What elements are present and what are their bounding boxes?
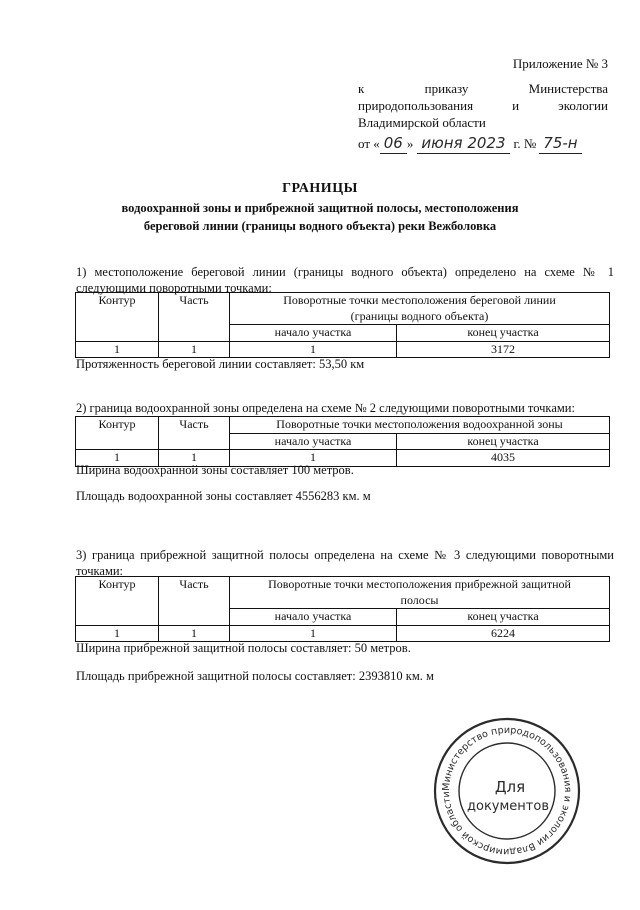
- section2-col-start: начало участка: [230, 433, 397, 450]
- section2-area-note: Площадь водоохранной зоны составляет 4556283 км. м: [76, 489, 371, 503]
- date-day-handwritten: 06: [380, 134, 407, 155]
- section1-col-contour: Контур: [76, 293, 159, 342]
- section1-col-points: Поворотные точки местоположения береговой линии (границы водного объекта): [230, 293, 610, 325]
- cell-part: 1: [159, 450, 230, 467]
- section2-col-points: Поворотные точки местоположения водоохранной зоны: [230, 417, 610, 434]
- annex-region: Владимирской области: [358, 114, 486, 130]
- section3-width-note: Ширина прибрежной защитной полосы составляет: 50 метров.: [76, 641, 411, 655]
- cell-contour: 1: [76, 625, 159, 642]
- section3-area-note: Площадь прибрежной защитной полосы составляет: 2393810 км. м: [76, 669, 434, 683]
- section3-col-end: конец участка: [397, 609, 610, 626]
- order-word: приказу: [424, 80, 469, 96]
- date-year-suffix: г. №: [513, 135, 537, 151]
- section3-col-start: начало участка: [230, 609, 397, 626]
- cell-contour: 1: [76, 450, 159, 467]
- stamp-center-line-1: Для: [494, 778, 526, 796]
- cell-start: 1: [230, 341, 397, 358]
- title-sub-2: береговой линии (границы водного объекта) реки Вежболовка: [143, 219, 497, 234]
- section2-width-note: Ширина водоохранной зоны составляет 100 метров.: [76, 463, 354, 477]
- cell-contour: 1: [76, 341, 159, 358]
- section1-col-start: начало участка: [230, 325, 397, 342]
- cell-end: 6224: [397, 625, 610, 642]
- section2-table: [75, 416, 610, 467]
- section1-length-note: Протяженность береговой линии составляет: 53,50 км: [76, 357, 365, 371]
- section2-text: 2) граница водоохранной зоны определена на схеме № 2 следующими поворотными точками:: [76, 401, 575, 415]
- ministry-part-c: экологии: [558, 97, 608, 113]
- ministry-part-b: и: [512, 97, 520, 113]
- section3-col-part: Часть: [159, 577, 230, 626]
- annex-number: Приложение № 3: [512, 56, 608, 71]
- round-stamp: [432, 716, 582, 866]
- ministry-part-a: природопользования: [358, 97, 474, 113]
- section3-col-contour: Контур: [76, 577, 159, 626]
- annex-header: [358, 56, 608, 154]
- order-number-handwritten: 75-н: [539, 134, 581, 155]
- title-main: ГРАНИЦЫ: [282, 181, 358, 196]
- stamp-center-line-2: документов: [467, 799, 549, 814]
- annex-date-line: [358, 134, 608, 155]
- date-quote: »: [406, 135, 414, 151]
- ministry-word: Министерства: [528, 80, 608, 96]
- cell-end: 3172: [397, 341, 610, 358]
- cell-start: 1: [230, 450, 397, 467]
- section1-text: 1) местоположение береговой линии (границы водного объекта) определено на схеме № 1 следующими поворотными точками:: [76, 265, 614, 296]
- title-sub-1: водоохранной зоны и прибрежной защитной полосы, местоположения: [121, 201, 519, 216]
- section1-table: [75, 292, 610, 358]
- cell-part: 1: [159, 625, 230, 642]
- section2-col-part: Часть: [159, 417, 230, 450]
- date-prefix: от «: [358, 135, 380, 151]
- date-month-handwritten: июня 2023: [417, 134, 509, 155]
- to-word: к: [358, 80, 365, 96]
- annex-line-order: [358, 81, 608, 98]
- section2-col-contour: Контур: [76, 417, 159, 450]
- cell-start: 1: [230, 625, 397, 642]
- section1-col-end: конец участка: [397, 325, 610, 342]
- annex-line-ministry: [358, 98, 608, 115]
- section3-table: [75, 576, 610, 642]
- section1-col-part: Часть: [159, 293, 230, 342]
- section3-col-points: Поворотные точки местоположения прибрежной защитной полосы: [230, 577, 610, 609]
- cell-end: 4035: [397, 450, 610, 467]
- document-title: [60, 180, 580, 235]
- cell-part: 1: [159, 341, 230, 358]
- section2-col-end: конец участка: [397, 433, 610, 450]
- stamp-ring-text: Министерство природопользования и экологии Владимирской области: [440, 724, 574, 858]
- section3-text: 3) граница прибрежной защитной полосы определена на схеме № 3 следующими поворотными точками:: [76, 548, 614, 579]
